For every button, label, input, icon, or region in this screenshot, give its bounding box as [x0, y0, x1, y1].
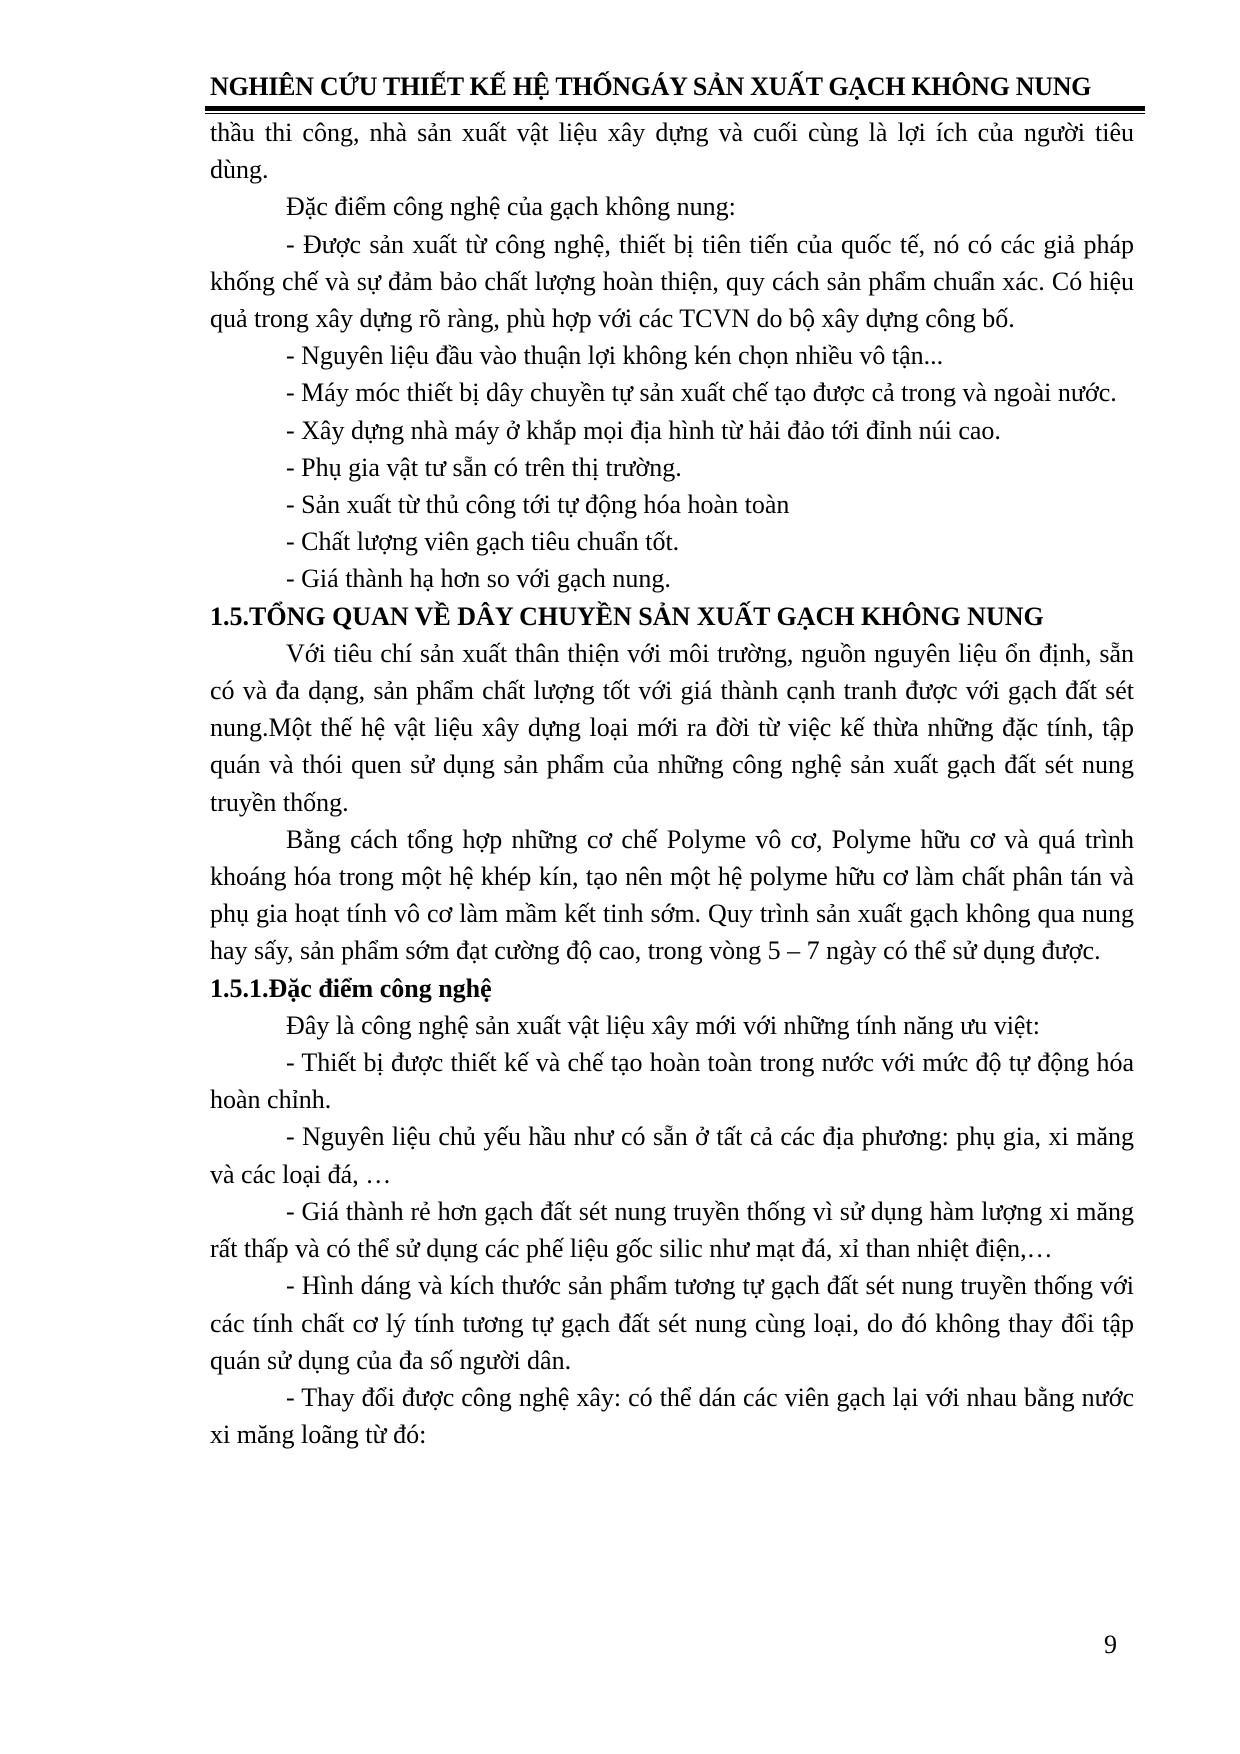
bullet-item: - Nguyên liệu đầu vào thuận lợi không kén chọn nhiều vô tận... — [286, 341, 944, 371]
bullet-item: - Thiết bị được thiết kế và chế tạo hoàn toàn trong nước với mức độ tự động hóa hoàn chỉnh. — [210, 1048, 1134, 1115]
paragraph: Đặc điểm công nghệ của gạch không nung: — [286, 192, 736, 222]
paragraph: Đây là công nghệ sản xuất vật liệu xây mới với những tính năng ưu việt: — [286, 1010, 1040, 1040]
bullet-item: - Giá thành hạ hơn so với gạch nung. — [286, 564, 671, 594]
bullet-item: - Phụ gia vật tư sẵn có trên thị trường. — [286, 452, 682, 482]
bullet-item: - Được sản xuất từ công nghệ, thiết bị tiên tiến của quốc tế, nó có các giả pháp khống chế và sự đảm bảo chất lượng hoàn thiện, quy cách sản phẩm chuẩn xác. Có hiệu quả trong xây dựng rõ ràng, phù hợp với các TCVN do bộ xây dựng công bố. — [210, 229, 1134, 334]
bullet-item: - Nguyên liệu chủ yếu hầu như có sẵn ở tất cả các địa phương: phụ gia, xi măng và các loại đá, … — [210, 1122, 1134, 1189]
body-text — [210, 114, 1134, 1453]
subsection-heading: 1.5.1.Đặc điểm công nghệ — [210, 973, 492, 1003]
paragraph: thầu thi công, nhà sản xuất vật liệu xây dựng và cuối cùng là lợi ích của người tiêu dùng. — [210, 118, 1134, 185]
header-rule-thick — [205, 106, 1145, 111]
bullet-item: - Hình dáng và kích thước sản phẩm tương tự gạch đất sét nung truyền thống với các tính chất cơ lý tính tương tự gạch đất sét nung cùng loại, do đó không thay đổi tập quán sử dụng của đa số người dân. — [210, 1271, 1134, 1375]
page-number: 9 — [1104, 1630, 1117, 1659]
bullet-item: - Máy móc thiết bị dây chuyền tự sản xuất chế tạo được cả trong và ngoài nước. — [286, 378, 1117, 408]
bullet-item: - Sản xuất từ thủ công tới tự động hóa hoàn toàn — [286, 490, 790, 520]
running-header-title: NGHIÊN CỨU THIẾT KẾ HỆ THỐNGÁY SẢN XUẤT GẠCH KHÔNG NUNG — [210, 72, 1092, 101]
bullet-item: - Giá thành rẻ hơn gạch đất sét nung truyền thống vì sử dụng hàm lượng xi măng rất thấp và có thể sử dụng các phế liệu gốc silic như mạt đá, xỉ than nhiệt điện,… — [210, 1196, 1134, 1264]
bullet-item: - Thay đổi được công nghệ xây: có thể dán các viên gạch lại với nhau bằng nước xi măng loãng từ đó: — [210, 1382, 1134, 1450]
bullet-item: - Chất lượng viên gạch tiêu chuẩn tốt. — [286, 527, 680, 557]
bullet-item: - Xây dựng nhà máy ở khắp mọi địa hình từ hải đảo tới đỉnh núi cao. — [286, 415, 1001, 445]
paragraph: Bằng cách tổng hợp những cơ chế Polyme vô cơ, Polyme hữu cơ và quá trình khoáng hóa trong một hệ khép kín, tạo nên một hệ polyme hữu cơ làm chất phân tán và phụ gia hoạt tính vô cơ làm mầm kết tinh sớm. Quy trình sản xuất gạch không qua nung hay sấy, sản phẩm sớm đạt cường độ cao, trong vòng 5 – 7 ngày có thể sử dụng được. — [210, 824, 1134, 966]
section-heading: 1.5.TỔNG QUAN VỀ DÂY CHUYỀN SẢN XUẤT GẠCH KHÔNG NUNG — [210, 601, 1044, 631]
paragraph: Với tiêu chí sản xuất thân thiện với môi trường, nguồn nguyên liệu ổn định, sẵn có và đa dạng, sản phẩm chất lượng tốt với giá thành cạnh tranh được với gạch đất sét nung.Một thế hệ vật liệu xây dựng loại mới ra đời từ việc kế thừa những đặc tính, tập quán và thói quen sử dụng sản phẩm của những công nghệ sản xuất gạch đất sét nung truyền thống. — [210, 638, 1134, 817]
